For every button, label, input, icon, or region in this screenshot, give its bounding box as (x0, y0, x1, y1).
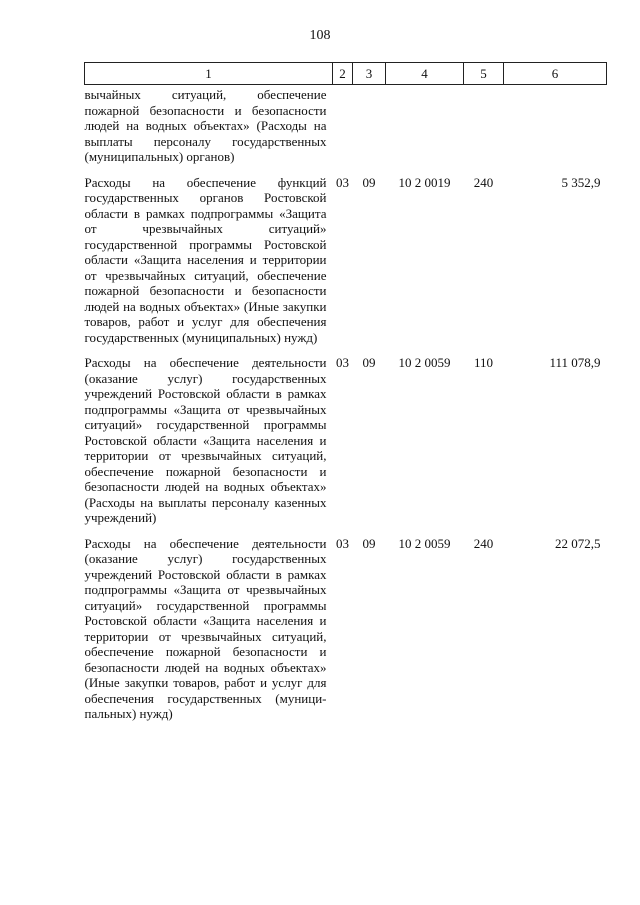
row-amount: 111 078,9 (549, 355, 601, 370)
page-number: 108 (309, 28, 331, 43)
row-section-code: 03 (336, 535, 349, 551)
row-expense-type: 240 (473, 174, 494, 190)
header-col-2: 2 (333, 63, 353, 85)
table-row (85, 175, 607, 356)
header-col-6: 6 (504, 63, 607, 85)
row-expense-type (464, 85, 504, 175)
table-row (85, 85, 607, 175)
row-subsection-code: 09 (362, 535, 376, 551)
row-section-code: 03 (336, 355, 349, 370)
row-target-code: 10 2 0059 (398, 535, 451, 551)
row-target-code: 10 2 0059 (398, 355, 451, 370)
row-subsection-code: 09 (362, 174, 376, 190)
table-header (85, 63, 607, 85)
budget-table (84, 62, 607, 732)
row-section-code (333, 85, 353, 175)
row-description: Расходы на обеспечение деятельности (оказание услуг) государственных учреждений Ростовской области в рамках подпрограммы «Защита от чрезвычайных ситуаций» государственной программы Ростовской области «Защита населения и территории от чрезвычайных ситуаций, обеспечение пожарной безопасности и безопасности людей на водных объектах» (Расходы на выплаты персоналу казенных учреждений) (84, 355, 327, 525)
row-target-code: 10 2 0019 (398, 174, 451, 190)
header-col-3: 3 (353, 63, 386, 85)
row-subsection-code: 09 (362, 355, 376, 370)
row-amount: 5 352,9 (561, 174, 601, 190)
header-col-4: 4 (386, 63, 464, 85)
row-amount: 22 072,5 (555, 535, 601, 551)
row-description: Расходы на обеспечение деятельности (оказание услуг) государственных учреждений Ростовской области в рамках подпрограммы «Защита от чрезвычайных ситуаций» государственной программы Ростовской области «Защита населения и территории от чрезвычайных ситуаций, обеспечение пожарной безопасности и безопасности людей на водных объектах» (Иные закупки товаров, работ и услуг для обеспечения государственных (муниципальных) нужд) (84, 535, 327, 721)
table-row (85, 355, 607, 536)
table-row (85, 536, 607, 732)
header-row (85, 63, 607, 85)
header-col-1: 1 (85, 63, 333, 85)
row-description: вычайных ситуаций, обеспечение пожарной безопасности и безопасности людей на водных объектах» (Расходы на выплаты персоналу государственных (муниципальных) органов) (84, 87, 327, 164)
row-description: Расходы на обеспечение функций государственных органов Ростовской области в рамках подпрограммы «Защита от чрезвычайных ситуаций» государственной программы Ростовской области «Защита населения и территории от чрезвычайных ситуаций, обеспечение пожарной безопасности и безопасности людей на водных объектах» (Иные закупки товаров, работ и услуг для обеспечения государственных (муниципальных) нужд) (84, 174, 327, 345)
row-expense-type: 110 (473, 355, 494, 370)
table-body (85, 85, 607, 732)
row-amount (504, 85, 607, 175)
row-target-code (386, 85, 464, 175)
header-col-5: 5 (464, 63, 504, 85)
row-section-code: 03 (336, 174, 349, 190)
row-expense-type: 240 (473, 535, 494, 551)
row-subsection-code (353, 85, 386, 175)
